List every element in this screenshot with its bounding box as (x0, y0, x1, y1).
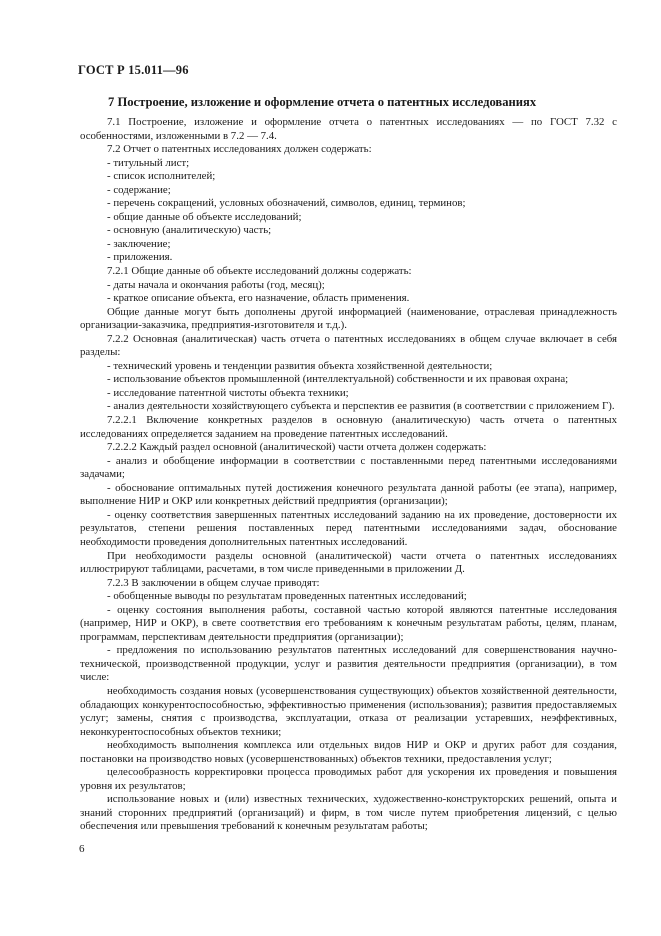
paragraph: необходимость выполнения комплекса или отдельных видов НИР и ОКР и других работ для создания, постановки на производство новых (усовершенствованных) объектов техники, предоставления услуг; (80, 739, 617, 765)
paragraph: - технический уровень и тенденции развития объекта хозяйственной деятельности; (107, 359, 493, 372)
paragraph: Общие данные могут быть дополнены другой информацией (наименование, отраслевая принадлежность организации-заказчика, предприятия-изготовителя и т.д.). (80, 305, 617, 332)
paragraph: - предложения по использованию результатов патентных исследований для совершенствования научно-технической, производственной продукции, услуг и развития деятельности предприятия (организации), в том числе: (80, 644, 617, 684)
list-item: - список исполнителей; (107, 170, 216, 183)
paragraph: использование новых и (или) известных технических, художественно-конструкторских решений, опыта и знаний сторонних предприятий (организаций) и фирм, в том числе путем приобретения лицензий, с целью обеспечения или превышения требований к конечным результатам работы; (80, 793, 617, 833)
paragraph: - анализ и обобщение информации в соответствии с поставленными перед патентными исследованиями задачами; (80, 454, 617, 481)
standard-header: ГОСТ Р 15.011—96 (78, 63, 189, 77)
list-item: - основную (аналитическую) часть; (107, 224, 272, 237)
paragraph: - оценку соответствия завершенных патентных исследований заданию на их проведение, достоверности их результатов, степени решения поставленных перед патентными исследованиями задач, обоснование необходимости проведения дополнительных патентных исследований. (80, 508, 617, 548)
paragraph: - оценку состояния выполнения работы, составной частью которой являются патентные исследования (например, НИР и ОКР), в свете соответствия его требованиям к конечным результатам работы, целям, планам, программам, перспективам деятельности предприятия (организации); (80, 603, 617, 643)
paragraph: - обобщенные выводы по результатам проведенных патентных исследований; (107, 590, 467, 603)
document-body (80, 116, 617, 834)
paragraph: - анализ деятельности хозяйствующего субъекта и перспектив ее развития (в соответствии с приложением Г). (107, 400, 615, 413)
paragraph: 7.2.1 Общие данные об объекте исследований должны содержать: (107, 265, 412, 278)
paragraph: - исследование патентной чистоты объекта техники; (107, 386, 349, 399)
page-number: 6 (79, 843, 85, 855)
list-item: - даты начала и окончания работы (год, месяц); (107, 278, 325, 291)
paragraph: 7.2.2.1 Включение конкретных разделов в основную (аналитическую) часть отчета о патентных исследованиях определяется заданием на проведение патентных исследований. (80, 414, 617, 440)
list-item: - содержание; (107, 183, 171, 196)
paragraph: 7.2.2 Основная (аналитическая) часть отчета о патентных исследованиях в общем случае включает в себя разделы: (80, 332, 617, 359)
paragraph: целесообразность корректировки процесса проводимых работ для ускорения их проведения и повышения уровня их результатов; (80, 766, 617, 792)
paragraph: 7.2.3 В заключении в общем случае приводят: (107, 576, 320, 589)
paragraph: 7.2 Отчет о патентных исследованиях должен содержать: (107, 143, 372, 156)
list-item: - заключение; (107, 237, 171, 250)
list-item: - перечень сокращений, условных обозначений, символов, единиц, терминов; (107, 197, 466, 210)
list-item: - приложения. (107, 251, 173, 264)
paragraph: При необходимости разделы основной (аналитической) части отчета о патентных исследованиях иллюстрируют таблицами, расчетами, в том числе приведенными в приложении Д. (80, 549, 617, 576)
paragraph: 7.2.2.2 Каждый раздел основной (аналитической) части отчета должен содержать: (107, 441, 487, 454)
paragraph: - обоснование оптимальных путей достижения конечного результата данной работы (ее этапа), например, выполнение НИР и ОКР или конкретных действий предприятия (организации); (80, 481, 617, 508)
list-item: - общие данные об объекте исследований; (107, 210, 302, 223)
list-item: - краткое описание объекта, его назначение, область применения. (107, 292, 410, 305)
section-title: 7 Построение, изложение и оформление отчета о патентных исследованиях (108, 95, 537, 109)
paragraph: - использование объектов промышленной (интеллектуальной) собственности и их правовая охрана; (107, 373, 569, 386)
paragraph: 7.1 Построение, изложение и оформление отчета о патентных исследованиях — по ГОСТ 7.32 с особенностями, изложенными в 7.2 — 7.4. (80, 116, 617, 142)
list-item: - титульный лист; (107, 156, 190, 169)
paragraph: необходимость создания новых (усовершенствования существующих) объектов хозяйственной деятельности, обладающих конкурентоспособностью, эффективностью применения (использования); развития предоставляемых услуг; замены, снятия с производства, эксплуатации, отказа от реализации устаревших, неэффективных, неконкурентоспособных объектов техники; (80, 684, 617, 738)
